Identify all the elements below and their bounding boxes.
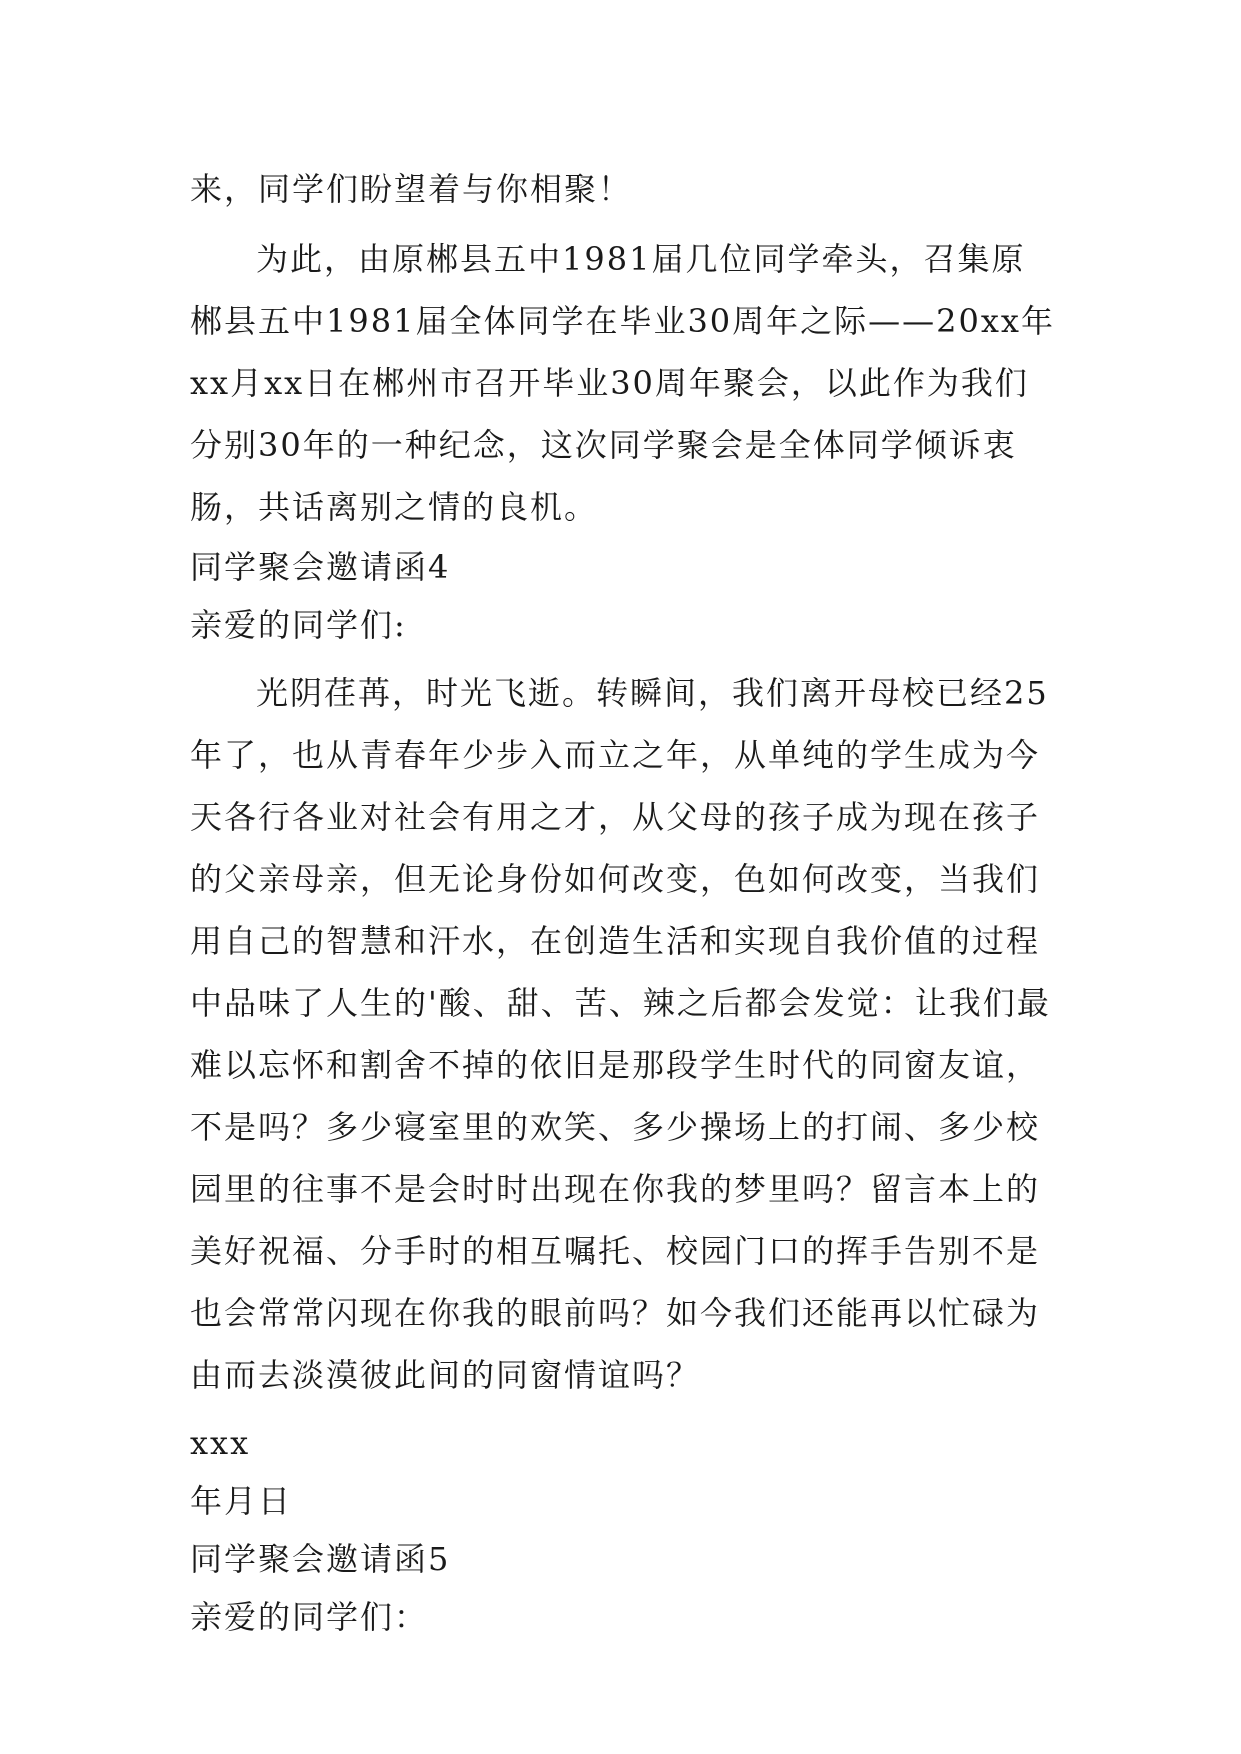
paragraph-letter3-body: 为此，由原郴县五中1981届几位同学牵头，召集原郴县五中1981届全体同学在毕业30周年之际——20xx年xx月xx日在郴州市召开毕业30周年聚会，以此作为我们分别30年的一种纪念，这次同学聚会是全体同学倾诉衷肠，共话离别之情的良机。 [190, 240, 1055, 526]
paragraph-letter4-body: 光阴荏苒，时光飞逝。转瞬间，我们离开母校已经25年了，也从青春年少步入而立之年，从单纯的学生成为今天各行各业对社会有用之才，从父母的孩子成为现在孩子的父亲母亲，但无论身份如何改变，色如何改变，当我们用自己的智慧和汗水，在创造生活和实现自我价值的过程中品味了人生的'酸、甜、苦、辣之后都会发觉：让我们最难以忘怀和割舍不掉的依旧是那段学生时代的同窗友谊，不是吗？多少寝室里的欢笑、多少操场上的打闹、多少校园里的往事不是会时时出现在你我的梦里吗？留言本上的美好祝福、分手时的相互嘱托、校园门口的挥手告别不是也会常常闪现在你我的眼前吗？如今我们还能再以忙碌为由而去淡漠彼此间的同窗情谊吗？ [190, 674, 1051, 1394]
document-page [190, 158, 1055, 1646]
signature-name: xxx [190, 1424, 251, 1462]
greeting-letter4: 亲爱的同学们: [190, 606, 407, 644]
heading-letter4: 同学聚会邀请函4 [190, 548, 451, 586]
heading-letter5: 同学聚会邀请函5 [190, 1540, 451, 1578]
greeting-letter5: 亲爱的同学们： [190, 1598, 429, 1636]
paragraph-intro-end: 来，同学们盼望着与你相聚！ [190, 170, 633, 208]
signature-date: 年月日 [190, 1482, 293, 1520]
